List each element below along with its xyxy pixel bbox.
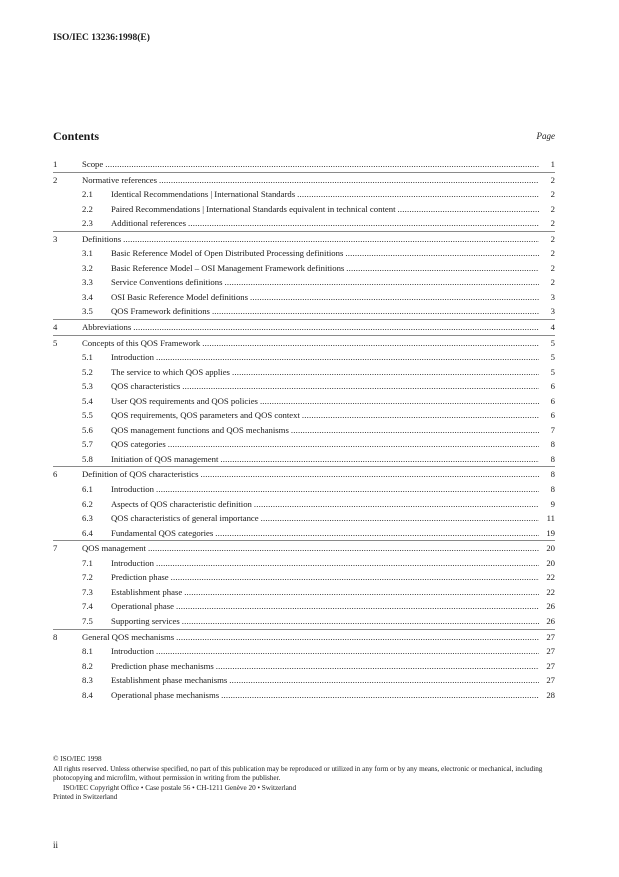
toc-leader-dots [168, 437, 539, 452]
toc-entry-page: 5 [550, 366, 555, 377]
toc-entry-page: 20 [546, 543, 555, 554]
document-header: ISO/IEC 13236:1998(E) [53, 33, 150, 43]
toc-entry-page: 19 [546, 527, 555, 538]
toc-entry-page: 11 [546, 513, 555, 524]
toc-entry-page: 2 [550, 262, 555, 273]
toc-entry-page: 3 [550, 306, 555, 317]
toc-leader-dots [171, 570, 539, 585]
toc-entry[interactable] [53, 437, 555, 452]
toc-entry-title: Abbreviations [82, 322, 132, 333]
toc-entry[interactable] [53, 365, 555, 380]
toc-entry-page: 2 [550, 174, 555, 185]
toc-leader-dots [156, 482, 539, 497]
toc-entry-number: 2.2 [82, 203, 93, 214]
toc-leader-dots [397, 202, 539, 217]
toc-entry[interactable] [53, 319, 555, 335]
toc-entry-page: 27 [546, 660, 555, 671]
toc-leader-dots [188, 216, 539, 231]
page-column-label: Page [536, 131, 555, 141]
toc-entry-page: 20 [546, 557, 555, 568]
toc-entry-title: Basic Reference Model of Open Distributed Processing definitions [111, 248, 344, 259]
toc-entry-number: 6.1 [82, 484, 93, 495]
toc-entry[interactable] [53, 379, 555, 394]
toc-entry[interactable] [53, 172, 555, 188]
toc-leader-dots [133, 320, 539, 335]
toc-entry[interactable] [53, 231, 555, 247]
toc-entry-number: 2.3 [82, 218, 93, 229]
toc-entry-page: 22 [546, 586, 555, 597]
page-number: ii [53, 840, 59, 850]
toc-entry-page: 3 [550, 291, 555, 302]
toc-entry-number: 7.4 [82, 601, 93, 612]
toc-entry-title: Basic Reference Model – OSI Management Framework definitions [111, 262, 345, 273]
toc-leader-dots [229, 673, 539, 688]
contents-heading: Contents [53, 129, 100, 143]
toc-entry-number: 5.2 [82, 366, 93, 377]
toc-entry-page: 26 [546, 615, 555, 626]
toc-entry[interactable] [53, 585, 555, 600]
toc-entry-number: 3.1 [82, 248, 93, 259]
toc-entry[interactable] [53, 157, 555, 172]
toc-entry[interactable] [53, 304, 555, 319]
toc-entry-title: Prediction phase [111, 572, 169, 583]
toc-leader-dots [184, 585, 539, 600]
toc-entry-title: QOS Framework definitions [111, 306, 210, 317]
toc-entry[interactable] [53, 275, 555, 290]
toc-leader-dots [176, 599, 539, 614]
toc-entry-title: Concepts of this QOS Framework [82, 337, 201, 348]
toc-entry[interactable] [53, 452, 555, 467]
toc-entry-title: QOS characteristics [111, 381, 181, 392]
toc-entry-number: 5.3 [82, 381, 93, 392]
toc-entry-page: 8 [550, 439, 555, 450]
toc-entry-title: QOS categories [111, 439, 166, 450]
printed-in: Printed in Switzerland [53, 793, 118, 802]
toc-entry-number: 8 [53, 631, 58, 642]
toc-entry-number: 2.1 [82, 189, 93, 200]
toc-entry-number: 8.4 [82, 689, 93, 700]
toc-entry-title: QOS management [82, 543, 146, 554]
toc-entry-page: 8 [550, 453, 555, 464]
toc-entry-title: QOS requirements, QOS parameters and QOS context [111, 410, 300, 421]
toc-entry[interactable] [53, 290, 555, 305]
toc-entry[interactable] [53, 556, 555, 571]
toc-entry[interactable] [53, 350, 555, 365]
toc-leader-dots [182, 379, 539, 394]
toc-entry-title: Scope [82, 159, 104, 169]
toc-entry-title: Aspects of QOS characteristic definition [111, 498, 252, 509]
toc-entry-number: 1 [53, 159, 58, 169]
toc-entry-number: 3 [53, 233, 58, 244]
toc-leader-dots [123, 232, 539, 247]
toc-leader-dots [176, 630, 539, 645]
toc-entry[interactable] [53, 629, 555, 645]
toc-leader-dots [156, 644, 539, 659]
toc-leader-dots [302, 408, 539, 423]
toc-entry-title: Supporting services [111, 615, 180, 626]
toc-leader-dots [254, 497, 539, 512]
toc-entry-title: Service Conventions definitions [111, 277, 223, 288]
toc-leader-dots [159, 173, 539, 188]
toc-entry-title: Introduction [111, 484, 154, 495]
toc-entry-number: 8.2 [82, 660, 93, 671]
toc-entry-number: 6.4 [82, 527, 93, 538]
toc-entry-number: 4 [53, 322, 58, 333]
toc-entry-title: Initiation of QOS management [111, 453, 219, 464]
toc-leader-dots [220, 452, 539, 467]
toc-leader-dots [182, 614, 539, 629]
toc-leader-dots [215, 526, 539, 541]
toc-entry-page: 8 [550, 469, 555, 480]
toc-entry-number: 7.1 [82, 557, 93, 568]
toc-entry-page: 2 [550, 233, 555, 244]
toc-leader-dots [250, 290, 539, 305]
toc-entry-title: Operational phase mechanisms [111, 689, 220, 700]
toc-entry-title: Identical Recommendations | International Standards [111, 189, 296, 200]
toc-entry-number: 5 [53, 337, 58, 348]
toc-entry-title: Definition of QOS characteristics [82, 469, 199, 480]
toc-leader-dots [201, 467, 539, 482]
toc-entry-number: 7 [53, 543, 58, 554]
toc-entry-title: Establishment phase mechanisms [111, 675, 228, 686]
table-of-contents [53, 157, 555, 702]
toc-leader-dots [216, 659, 539, 674]
toc-entry[interactable] [53, 187, 555, 202]
toc-entry-title: User QOS requirements and QOS policies [111, 395, 258, 406]
toc-entry-title: General QOS mechanisms [82, 631, 175, 642]
toc-leader-dots [232, 365, 539, 380]
toc-leader-dots [291, 423, 539, 438]
toc-entry-page: 2 [550, 277, 555, 288]
toc-entry-page: 2 [550, 189, 555, 200]
toc-entry[interactable] [53, 599, 555, 614]
toc-entry-page: 9 [550, 498, 555, 509]
toc-entry-page: 2 [550, 248, 555, 259]
toc-leader-dots [105, 157, 539, 172]
toc-entry-page: 27 [546, 646, 555, 657]
toc-entry-page: 5 [550, 337, 555, 348]
toc-entry-number: 8.3 [82, 675, 93, 686]
toc-entry[interactable] [53, 408, 555, 423]
toc-entry-title: Normative references [82, 174, 158, 185]
toc-entry-number: 6 [53, 469, 58, 480]
toc-leader-dots [297, 187, 539, 202]
toc-entry-number: 5.5 [82, 410, 93, 421]
toc-entry[interactable] [53, 526, 555, 541]
toc-leader-dots [224, 275, 539, 290]
copyright-line: © ISO/IEC 1998 [53, 755, 102, 763]
toc-entry-page: 6 [550, 381, 555, 392]
toc-entry-number: 5.7 [82, 439, 93, 450]
toc-entry[interactable] [53, 511, 555, 526]
toc-leader-dots [346, 261, 539, 276]
toc-leader-dots [261, 511, 539, 526]
toc-entry-number: 3.4 [82, 291, 93, 302]
toc-entry[interactable] [53, 688, 555, 703]
toc-entry[interactable] [53, 261, 555, 276]
toc-entry[interactable] [53, 497, 555, 512]
toc-entry[interactable] [53, 570, 555, 585]
toc-leader-dots [221, 688, 539, 703]
toc-entry-title: Introduction [111, 352, 154, 363]
toc-entry-page: 7 [550, 424, 555, 435]
toc-entry-page: 5 [550, 352, 555, 363]
toc-entry-page: 6 [550, 395, 555, 406]
toc-entry-page: 26 [546, 601, 555, 612]
toc-entry[interactable] [53, 644, 555, 659]
toc-entry-number: 5.8 [82, 453, 93, 464]
toc-entry-title: Definitions [82, 233, 122, 244]
toc-leader-dots [345, 246, 539, 261]
toc-leader-dots [212, 304, 539, 319]
toc-entry-title: Fundamental QOS categories [111, 527, 214, 538]
toc-entry[interactable] [53, 614, 555, 629]
toc-entry-page: 27 [546, 675, 555, 686]
toc-entry-number: 5.6 [82, 424, 93, 435]
toc-entry-title: Prediction phase mechanisms [111, 660, 214, 671]
toc-entry-page: 2 [550, 218, 555, 229]
toc-entry-title: Establishment phase [111, 586, 183, 597]
toc-leader-dots [202, 336, 539, 351]
toc-entry-number: 3.3 [82, 277, 93, 288]
toc-entry-number: 3.5 [82, 306, 93, 317]
toc-entry-number: 7.2 [82, 572, 93, 583]
toc-entry-title: Introduction [111, 646, 154, 657]
toc-entry-number: 3.2 [82, 262, 93, 273]
toc-leader-dots [260, 394, 539, 409]
toc-entry[interactable] [53, 659, 555, 674]
toc-entry[interactable] [53, 202, 555, 217]
toc-entry-page: 8 [550, 484, 555, 495]
toc-entry-number: 7.5 [82, 615, 93, 626]
toc-entry-page: 6 [550, 410, 555, 421]
toc-entry-number: 8.1 [82, 646, 93, 657]
rights-notice: All rights reserved. Unless otherwise specified, no part of this publication may be reproduced or utilized in any form or by any means, electronic or mechanical, including photocopying and microfilm, without permission in writing from the publisher. [53, 764, 543, 783]
toc-leader-dots [156, 350, 539, 365]
toc-entry[interactable] [53, 246, 555, 261]
toc-entry-number: 7.3 [82, 586, 93, 597]
toc-entry-title: Operational phase [111, 601, 174, 612]
toc-entry-title: The service to which QOS applies [111, 366, 230, 377]
toc-entry-number: 6.2 [82, 498, 93, 509]
toc-entry-page: 28 [546, 689, 555, 700]
toc-entry-page: 2 [550, 203, 555, 214]
toc-entry[interactable] [53, 466, 555, 482]
toc-entry-page: 1 [550, 159, 555, 169]
toc-leader-dots [148, 541, 539, 556]
toc-entry[interactable] [53, 673, 555, 688]
toc-entry-page: 4 [550, 322, 555, 333]
toc-entry-title: OSI Basic Reference Model definitions [111, 291, 249, 302]
toc-entry-title: QOS management functions and QOS mechanisms [111, 424, 289, 435]
toc-entry-page: 27 [546, 631, 555, 642]
copyright-block [53, 755, 563, 803]
copyright-office-address: ISO/IEC Copyright Office • Case postale 56 • CH-1211 Genève 20 • Switzerland [63, 783, 297, 792]
toc-entry-title: QOS characteristics of general importance [111, 513, 259, 524]
toc-entry-title: Paired Recommendations | International Standards equivalent in technical content [111, 203, 396, 214]
toc-entry-number: 5.1 [82, 352, 93, 363]
toc-entry[interactable] [53, 394, 555, 409]
toc-entry[interactable] [53, 482, 555, 497]
toc-entry[interactable] [53, 335, 555, 351]
toc-entry-page: 22 [546, 572, 555, 583]
toc-entry[interactable] [53, 216, 555, 231]
toc-leader-dots [156, 556, 539, 571]
toc-entry-number: 2 [53, 174, 58, 185]
toc-entry-title: Additional references [111, 218, 187, 229]
toc-entry[interactable] [53, 423, 555, 438]
toc-entry-title: Introduction [111, 557, 154, 568]
toc-entry-number: 6.3 [82, 513, 93, 524]
toc-entry-number: 5.4 [82, 395, 93, 406]
toc-entry[interactable] [53, 540, 555, 556]
